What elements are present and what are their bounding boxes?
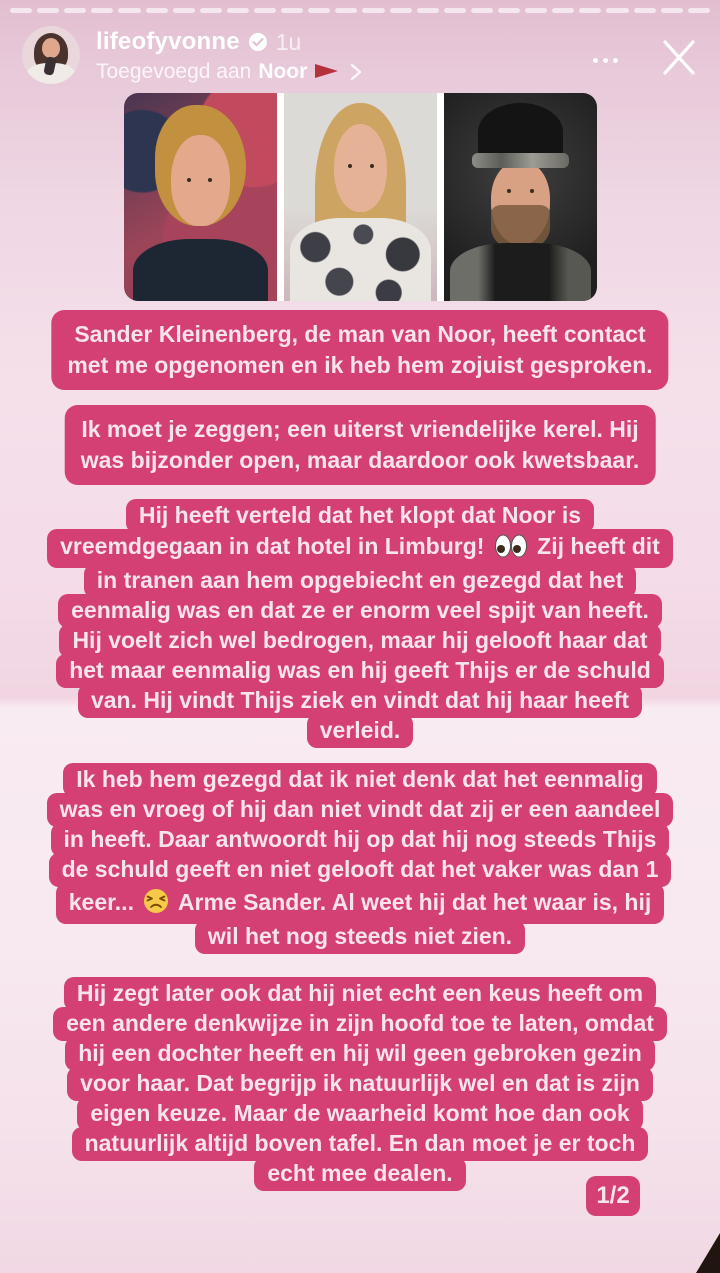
progress-segment — [417, 8, 439, 13]
verified-badge-icon — [248, 32, 268, 52]
progress-segment — [173, 8, 195, 13]
text-line: Ik heb hem gezegd dat ik niet denk dat het eenmalig — [63, 763, 656, 797]
close-icon — [657, 35, 701, 79]
text-line: keer... Arme Sander. Al weet hij dat het waar is, hij — [56, 883, 665, 924]
username[interactable]: lifeofyvonne — [96, 28, 240, 55]
progress-segment — [471, 8, 493, 13]
photo-blond-man — [124, 93, 277, 301]
progress-segment — [606, 8, 628, 13]
progress-segment — [498, 8, 520, 13]
progress-segment — [661, 8, 683, 13]
text-line: verleid. — [307, 714, 414, 748]
progress-segment — [118, 8, 140, 13]
highlight-name: Noor — [258, 60, 308, 83]
photo-blonde-woman — [284, 93, 437, 301]
corner-artifact — [696, 1233, 720, 1273]
photo-detail — [472, 153, 570, 168]
identity-block — [96, 28, 363, 84]
photo-detail — [334, 124, 386, 211]
photo-detail — [530, 189, 534, 193]
text-line: een andere denkwijze in zijn hoofd toe te laten, omdat — [53, 1007, 667, 1041]
avatar-face — [42, 38, 61, 59]
progress-segment — [10, 8, 32, 13]
text-line: de schuld geeft en niet gelooft dat het vaker was dan 1 — [49, 853, 672, 887]
photo-detail — [450, 243, 591, 301]
text-line: eigen keuze. Maar de waarheid komt hoe dan ook — [77, 1097, 642, 1131]
text-line: echt mee dealen. — [254, 1157, 465, 1191]
text-line: het maar eenmalig was en hij geeft Thijs er de schuld — [56, 654, 664, 688]
more-options-button[interactable] — [587, 52, 624, 69]
photo-detail — [348, 164, 352, 168]
text-line: Ik moet je zeggen; een uiterst vriendelijke kerel. Hij — [81, 416, 639, 442]
text-line: natuurlijk altijd boven tafel. En dan moet je er toch — [72, 1127, 649, 1161]
photo-detail — [133, 239, 268, 301]
story-text-block — [51, 310, 668, 390]
timestamp: 1u — [275, 28, 302, 55]
close-button[interactable] — [656, 34, 702, 80]
progress-segment — [552, 8, 574, 13]
progress-segment — [335, 8, 357, 13]
text-line: was en vroeg of hij dan niet vindt dat zij er een aandeel — [47, 793, 674, 827]
story-text-block — [0, 763, 720, 950]
dot-icon — [603, 58, 608, 63]
page-indicator-badge: 1/2 — [586, 1176, 640, 1216]
text-line: was bijzonder open, maar daardoor ook kwetsbaar. — [80, 447, 640, 473]
red-flag-icon — [314, 63, 340, 81]
text-line: Hij heeft verteld dat het klopt dat Noor is — [126, 499, 594, 533]
photo-detail — [507, 189, 511, 193]
story-progress-bar — [10, 8, 710, 13]
text-line: in heeft. Daar antwoordt hij op dat hij nog steeds Thijs — [51, 823, 670, 857]
avatar[interactable] — [22, 26, 80, 84]
photo-detail — [171, 135, 229, 227]
story-text-block — [0, 977, 720, 1187]
progress-segment — [200, 8, 222, 13]
progress-segment — [634, 8, 656, 13]
text-line: met me opgenomen en ik heb hem zojuist gesproken. — [67, 352, 653, 378]
progress-segment — [64, 8, 86, 13]
photo-detail — [370, 164, 374, 168]
text-line: vreemdgegaan in dat hotel in Limburg! Zij heeft dit — [47, 529, 673, 568]
story-header — [0, 26, 720, 90]
progress-segment — [254, 8, 276, 13]
dot-icon — [613, 58, 618, 63]
story-text-block — [0, 499, 720, 744]
text-line: eenmalig was en dat ze er enorm veel spijt van heeft. — [58, 594, 662, 628]
text-line: van. Hij vindt Thijs ziek en vindt dat hij haar heeft — [78, 684, 642, 718]
story-text-block — [65, 405, 656, 485]
progress-segment — [227, 8, 249, 13]
progress-segment — [281, 8, 303, 13]
progress-segment — [688, 8, 710, 13]
progress-segment — [362, 8, 384, 13]
subtitle-prefix: Toegevoegd aan — [96, 60, 252, 83]
progress-segment — [525, 8, 547, 13]
photo-collage — [124, 93, 597, 301]
photo-detail — [187, 178, 191, 182]
progress-segment — [91, 8, 113, 13]
progress-segment — [308, 8, 330, 13]
photo-detail — [290, 218, 431, 301]
text-line: Hij zegt later ook dat hij niet echt een keus heeft om — [64, 977, 656, 1011]
progress-segment — [390, 8, 412, 13]
text-line: in tranen aan hem opgebiecht en gezegd dat het — [84, 564, 637, 598]
progress-segment — [146, 8, 168, 13]
text-line: Hij voelt zich wel bedrogen, maar hij gelooft haar dat — [59, 624, 660, 658]
eyes-emoji — [494, 534, 528, 562]
progress-segment — [444, 8, 466, 13]
text-line: Sander Kleinenberg, de man van Noor, heeft contact — [74, 321, 646, 347]
persevering-face-emoji — [143, 888, 169, 918]
progress-segment — [37, 8, 59, 13]
chevron-right-icon[interactable] — [349, 62, 363, 82]
text-line: voor haar. Dat begrijp ik natuurlijk wel en dat is zijn — [67, 1067, 653, 1101]
progress-segment — [579, 8, 601, 13]
dot-icon — [593, 58, 598, 63]
text-line: hij een dochter heeft en hij wil geen gebroken gezin — [65, 1037, 655, 1071]
added-to-highlight-link[interactable] — [96, 60, 363, 84]
text-line: wil het nog steeds niet zien. — [195, 920, 525, 954]
photo-man-black-cap — [444, 93, 597, 301]
